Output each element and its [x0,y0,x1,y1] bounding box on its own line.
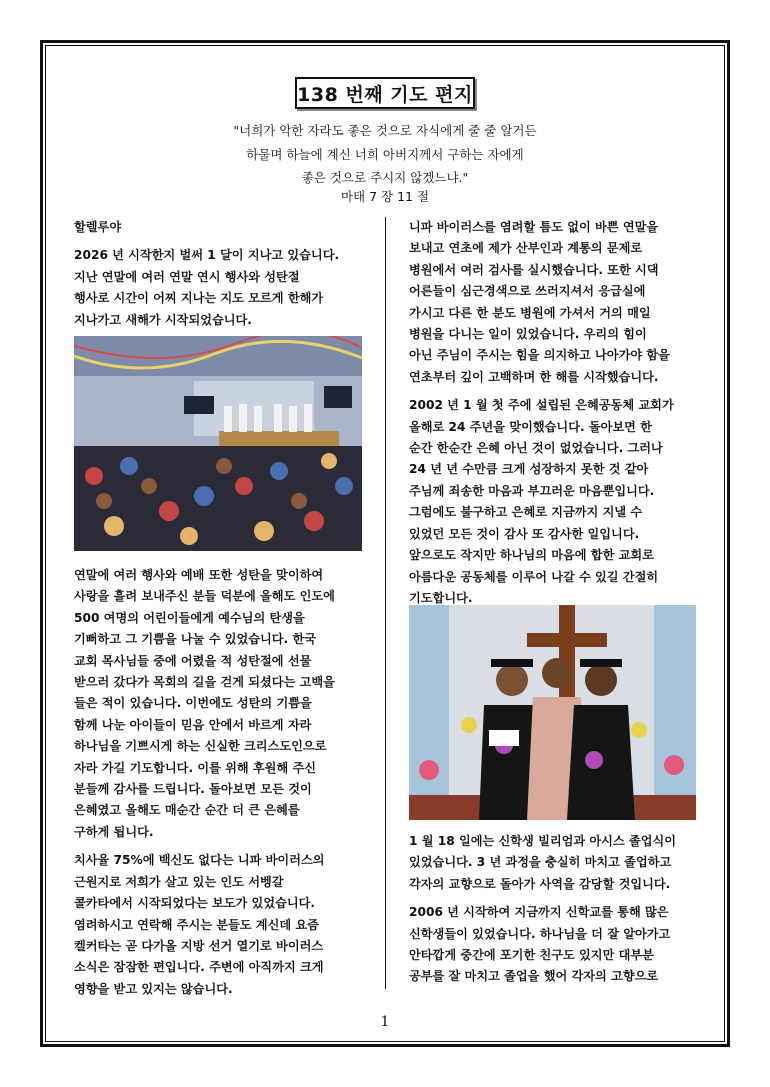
right-column-top [409,217,709,616]
verse-line-3: 좋은 것으로 주시지 않겠느냐." [301,170,469,185]
greeting: 할렐루야 [74,220,122,234]
verse-line-1: "너희가 악한 자라도 좋은 것으로 자식에게 줄 줄 알거든 [233,123,537,138]
paragraph-christmas: 연말에 여러 행사와 예배 또한 성탄을 맞이하여 사랑을 흘려 보내주신 분들 덕분에 올해도 인도에 500 여명의 어린이들에게 예수님의 탄생을 기뻐하고 그 기쁨을 나눌 수 있었습니다. 한국 교회 목사님들 중에 어렸을 적 성탄절에 선물 받으러 갔다가 목회의 길을 걷게 되셨다는 고백을 들은 적이 있습니다. 이번에도 성탄의 기쁨을 함께 나눈 아이들이 믿음 안에서 바르게 자라 하나님을 기쁘시게 하는 신실한 크리스도인으로 자라 가길 기도합니다. 이를 위해 후원해 주신 분들께 감사를 드립니다. 돌아보면 모든 것이 은혜였고 올해도 매순간 순간 더 큰 은혜를 구하게 됩니다. [74,568,335,839]
paragraph-nipah-virus: 치사율 75%에 백신도 없다는 니파 바이러스의 근원지로 저희가 살고 있는 인도 서벵갈 콜카타에서 시작되었다는 보도가 있었습니다. 염려하시고 연락해 주시는 분들도 계신데 요즘 켈커타는 곧 다가올 지방 선거 열기로 바이러스 소식은 잠잠한 편입니다. 주변에 아직까지 크게 영향을 받고 있지는 않습니다. [74,853,325,996]
verse-line-2: 하물며 하늘에 계신 너희 아버지께서 구하는 자에게 [246,147,524,162]
page-number: 1 [380,1014,390,1030]
paragraph-new-year: 2026 년 시작한지 벌써 1 달이 지나고 있습니다. 지난 연말에 여러 연말 연시 행사와 성탄절 행사로 시간이 어찌 지나는 지도 모르게 한해가 지나가고 새해가 시작되었습니다. [74,248,340,327]
right-column-bottom [409,831,709,995]
christmas-event-photo [74,336,362,551]
column-divider [385,217,386,989]
left-column-bottom [74,565,374,1007]
graduation-photo [409,605,696,820]
paragraph-health: 니파 바이러스를 염려할 틈도 없이 바쁜 연말을 보내고 연초에 제가 산부인과 계통의 문제로 병원에서 여러 검사를 실시했습니다. 또한 시댁 어른들이 심근경색으로 쓰러지셔서 응급실에 가시고 다른 한 분도 병원에 가셔서 거의 매일 병원을 다니는 일이 있었습니다. 우리의 힘이 아닌 주님이 주시는 힘을 의지하고 나아가야 함을 연초부터 깊이 고백하며 한 해를 시작했습니다. [409,220,670,384]
paragraph-church-anniversary: 2002 년 1 월 첫 주에 설립된 은혜공동체 교회가 올해로 24 주년을 맞이했습니다. 돌아보면 한 순간 한순간 은혜 아닌 것이 없었습니다. 그러나 24 년 년 수만큼 크게 성장하지 못한 것 같아 주님께 죄송한 마음과 부끄러운 마음뿐입니다. 그럼에도 불구하고 은혜로 지금까지 지낼 수 있었던 모든 것이 감사 또 감사한 일입니다. 앞으로도 작지만 하나님의 마음에 합한 교회로 아름다운 공동체를 이루어 나갈 수 있길 간절히 기도합니다. [409,398,674,605]
paragraph-graduation: 1 월 18 일에는 신학생 빌리엄과 아시스 졸업식이 있었습니다. 3 년 과정을 충실히 마치고 졸업하고 각자의 교향으로 돌아가 사역을 감당할 것입니다. [409,834,677,891]
verse-reference: 마태 7 장 11 절 [340,189,430,204]
christmas-event-photo-image [74,336,362,551]
letter-title: 138 번째 기도 편지 [295,77,475,109]
left-column-top [74,217,374,338]
paragraph-seminary: 2006 년 시작하여 지금까지 신학교를 통해 많은 신학생들이 있었습니다. 하나님을 더 잘 알아가고 안타깝게 중간에 포기한 친구도 있지만 대부분 공부를 잘 마치고 졸업을 했어 각자의 고향으로 [409,905,671,984]
graduation-photo-image [409,605,696,820]
